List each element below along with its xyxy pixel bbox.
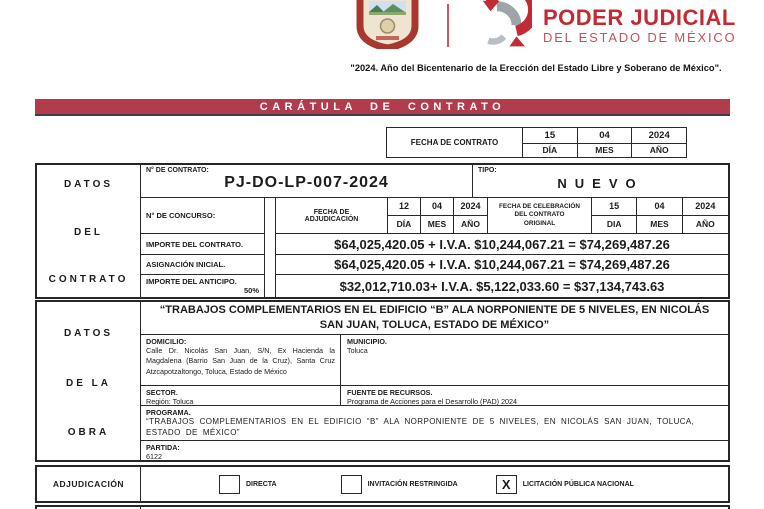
option-licitacion-publica-nacional xyxy=(496,475,634,494)
importe-contrato-value: $64,025,420.05 + I.V.A. $10,244,067.21 = $74,269,487.26 xyxy=(334,236,670,252)
adjudicacion-anio: 2024 xyxy=(454,198,487,216)
fuente-recursos-label: FUENTE DE RECURSOS. xyxy=(347,388,433,397)
celebracion-label-l2: DEL CONTRATO xyxy=(514,211,565,219)
tipo-value: NUEVO xyxy=(557,176,644,191)
adjudicacion-anio-header: AÑO xyxy=(461,219,480,230)
licitacion-publica-checkbox: X xyxy=(496,475,517,494)
partida-value: 6122 xyxy=(146,452,162,461)
contract-number-cell xyxy=(141,165,473,197)
option-directa xyxy=(219,475,277,494)
municipio-label: MUNICIPIO. xyxy=(347,337,387,346)
fecha-contrato-label: FECHA DE CONTRATO xyxy=(410,138,499,147)
datos-del-contrato-table xyxy=(35,163,730,299)
domicilio-municipio-row xyxy=(141,335,728,386)
municipio-cell xyxy=(341,335,728,385)
anio-header: AÑO xyxy=(631,143,686,158)
celebracion-anio: 2024 xyxy=(683,198,728,216)
contract-number-row xyxy=(141,165,728,198)
side-word-contrato: CONTRATO xyxy=(48,274,129,285)
adjudicacion-label: ADJUDICACIÓN xyxy=(37,467,141,501)
fuente-recursos-value: Programa de Acciones para el Desarrollo (PAD) 2024 xyxy=(347,397,518,406)
programa-label: PROGRAMA. xyxy=(146,408,191,417)
org-name-line2: DEL ESTADO DE MÉXICO xyxy=(543,30,737,46)
celebracion-anio-header: AÑO xyxy=(695,219,715,230)
asignacion-inicial-value: $64,025,420.05 + I.V.A. $10,244,067.21 = $74,269,487.26 xyxy=(334,257,670,272)
programa-row xyxy=(141,406,728,441)
fecha-celebracion-label xyxy=(488,198,592,233)
adjudicacion-dia-header: DÍA xyxy=(388,216,421,234)
importe-contrato-label: IMPORTE DEL CONTRATO. xyxy=(141,234,264,255)
celebracion-mes: 04 xyxy=(637,198,682,216)
obra-title: “TRABAJOS COMPLEMENTARIOS EN EL EDIFICIO “B” ALA NORPONIENTE DE 5 NIVELES, EN NICOLÁS SAN JUAN, TOLUCA, ESTADO DE MÉXICO” xyxy=(141,302,728,335)
datos-de-la-obra-table xyxy=(35,300,730,462)
tipo-cell xyxy=(473,165,728,197)
poder-judicial-logo-icon xyxy=(456,0,532,52)
year-slogan: "2024. Año del Bicentenario de la Erección del Estado Libre y Soberano de México". xyxy=(350,63,722,73)
side-word-de-la: DE LA xyxy=(66,377,111,389)
fecha-de-contrato-table xyxy=(386,127,687,158)
fecha-celebracion-grid xyxy=(592,198,728,233)
domicilio-cell xyxy=(141,335,341,385)
directa-checkbox xyxy=(219,475,240,494)
programa-value: “TRABAJOS COMPLEMENTARIOS EN EL EDIFICIO “B” ALA NORPONIENTE DE 5 NIVELES, EN NICOLÁS SAN JUAN, TOLUCA, ESTADO DE MÉXICO” xyxy=(146,417,695,437)
asignacion-label: ASIGNACIÓN INICIAL. xyxy=(141,255,264,275)
adjudicacion-table xyxy=(35,465,730,503)
municipio-value: Toluca xyxy=(347,346,368,355)
directa-label: DIRECTA xyxy=(246,480,277,488)
domicilio-value: Calle Dr. Nicolás San Juan, S/N, Ex Hacienda la Magdalena (Barrio San Juan de la Cruz), Santa Cruz Atzcapotzaltongo, Toluca, Estado de México xyxy=(146,346,335,376)
fecha-contrato-mes: 04 xyxy=(577,128,632,143)
fecha-adjudicacion-grid xyxy=(388,198,488,233)
fecha-adjudicacion-label: FECHA DE ADJUDICACIÓN xyxy=(276,198,388,233)
adjudicacion-dia: 12 xyxy=(388,198,421,216)
sector-cell xyxy=(141,386,341,405)
adjudicacion-mes: 04 xyxy=(421,198,454,216)
side-word-del: DEL xyxy=(74,226,103,238)
org-name xyxy=(543,6,736,45)
sector-value: Región: Toluca xyxy=(146,397,194,406)
anticipo-label-cell xyxy=(141,275,264,297)
adjudicacion-mes-header: MES xyxy=(421,216,454,234)
dia-header: DÍA xyxy=(522,143,577,158)
section-label-datos-del-contrato xyxy=(37,165,141,297)
mes-header: MES xyxy=(577,143,632,158)
partida-row xyxy=(141,441,728,460)
domicilio-label: DOMICILIO: xyxy=(146,337,187,346)
anticipo-value: $32,012,710.03+ I.V.A. $5,122,033.60 = $37,134,743.63 xyxy=(339,278,665,294)
tipo-label: TIPO: xyxy=(478,167,497,174)
sector-label: SECTOR. xyxy=(146,388,178,397)
double-border-gap xyxy=(265,198,276,297)
org-name-line1: PODER JUDICIAL xyxy=(543,5,736,30)
option-invitacion-restringida xyxy=(341,475,458,494)
invitacion-restringida-checkbox xyxy=(341,475,362,494)
concurso-label: N° DE CONCURSO: xyxy=(141,198,264,234)
logo-divider xyxy=(447,4,449,47)
adjudicacion-options xyxy=(141,467,728,501)
licitacion-publica-label: LICITACIÓN PÚBLICA NACIONAL xyxy=(522,480,634,488)
fuente-cell xyxy=(341,386,728,405)
sector-fuente-row xyxy=(141,386,728,406)
anticipo-label: IMPORTE DEL ANTICIPO. xyxy=(146,277,237,286)
next-section-partial xyxy=(35,505,730,509)
section-label-datos-de-la-obra xyxy=(37,302,141,460)
contract-number-label: N° DE CONTRATO: xyxy=(146,167,209,174)
fecha-contrato-dia: 15 xyxy=(522,128,577,143)
side-word-obra: OBRA xyxy=(67,427,110,438)
side-word-datos: DATOS xyxy=(63,179,114,190)
anticipo-percentage: 50% xyxy=(243,286,259,295)
partida-label: PARTIDA: xyxy=(146,443,180,452)
celebracion-mes-header: MES xyxy=(637,216,682,234)
fecha-contrato-anio: 2024 xyxy=(631,128,686,143)
invitacion-restringida-label: INVITACIÓN RESTRINGIDA xyxy=(367,480,458,488)
contract-number-value: PJ-DO-LP-007-2024 xyxy=(224,174,389,191)
estado-de-mexico-coat-of-arms-icon xyxy=(356,0,419,49)
celebracion-label-l1: FECHA DE CELEBRACIÓN xyxy=(498,203,581,210)
celebracion-dia: 15 xyxy=(592,198,637,216)
celebracion-label-l3: ORIGINAL xyxy=(523,219,556,227)
side-word-datos-obra: DATOS xyxy=(63,328,114,339)
document-title-bar: CARÁTULA DE CONTRATO xyxy=(35,99,730,116)
celebracion-dia-header: DIA xyxy=(592,216,637,234)
fechas-row xyxy=(276,198,728,234)
